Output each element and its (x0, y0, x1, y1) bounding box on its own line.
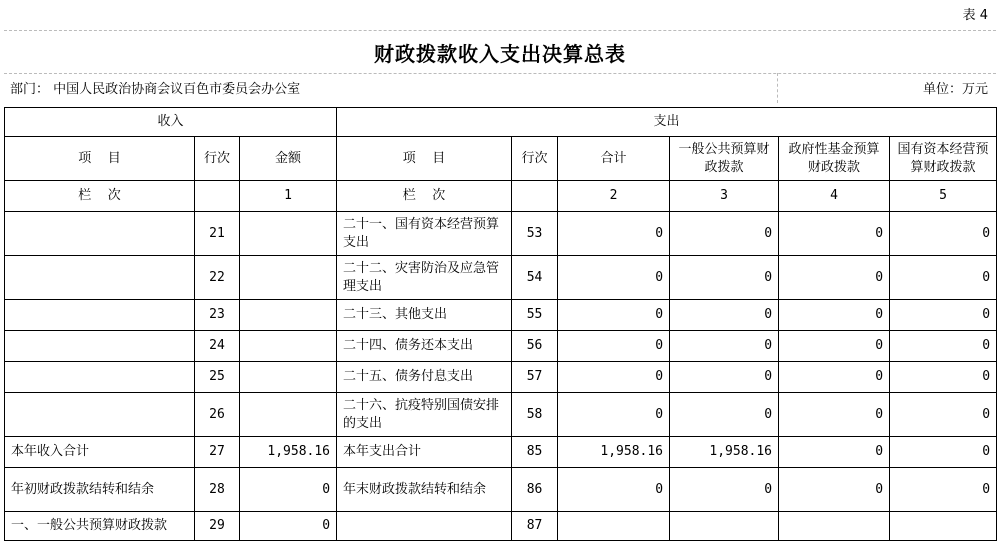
page-title: 财政拨款收入支出决算总表 (374, 42, 626, 66)
income-rowno-cell: 27 (195, 437, 240, 468)
table-row (5, 300, 997, 331)
budget-table (4, 107, 997, 541)
total-cell: 0 (558, 468, 670, 512)
expense-item-cell (337, 512, 512, 541)
income-rowno-cell: 22 (195, 256, 240, 300)
income-rowno-cell: 21 (195, 212, 240, 256)
expense-rowno-cell: 85 (512, 437, 558, 468)
expense-rowno-cell: 54 (512, 256, 558, 300)
expense-rowno-cell: 57 (512, 362, 558, 393)
income-rowno-cell: 26 (195, 393, 240, 437)
income-item-header: 项 目 (5, 137, 195, 181)
gov-fund-cell: 0 (779, 331, 890, 362)
col-label-expense: 栏 次 (337, 181, 512, 212)
gov-fund-cell: 0 (779, 393, 890, 437)
expense-rowno-cell: 86 (512, 468, 558, 512)
gov-fund-header: 政府性基金预算财政拨款 (779, 137, 890, 181)
income-amount-cell: 0 (240, 512, 337, 541)
income-item-cell (5, 300, 195, 331)
general-budget-cell: 0 (670, 300, 779, 331)
table-row (5, 468, 997, 512)
income-item-cell (5, 331, 195, 362)
gov-fund-cell: 0 (779, 362, 890, 393)
income-item-cell (5, 256, 195, 300)
gov-fund-cell: 0 (779, 300, 890, 331)
expense-item-header: 项 目 (337, 137, 512, 181)
expense-item-cell: 二十二、灾害防治及应急管理支出 (337, 256, 512, 300)
expense-item-cell: 本年支出合计 (337, 437, 512, 468)
col-empty (195, 181, 240, 212)
general-budget-cell (670, 512, 779, 541)
state-capital-cell: 0 (890, 300, 997, 331)
total-cell: 0 (558, 362, 670, 393)
income-item-cell (5, 362, 195, 393)
general-budget-cell: 0 (670, 393, 779, 437)
general-budget-cell: 0 (670, 212, 779, 256)
expense-item-cell: 二十三、其他支出 (337, 300, 512, 331)
col-index-5: 5 (890, 181, 997, 212)
income-item-cell (5, 393, 195, 437)
state-capital-cell: 0 (890, 393, 997, 437)
general-budget-header: 一般公共预算财政拨款 (670, 137, 779, 181)
income-rowno-cell: 28 (195, 468, 240, 512)
expense-item-cell: 年末财政拨款结转和结余 (337, 468, 512, 512)
expense-item-cell: 二十一、国有资本经营预算支出 (337, 212, 512, 256)
state-capital-cell: 0 (890, 437, 997, 468)
col-index-3: 3 (670, 181, 779, 212)
column-index-row (5, 181, 997, 212)
expense-rowno-cell: 55 (512, 300, 558, 331)
total-cell: 0 (558, 212, 670, 256)
department-label: 部门： 中国人民政治协商会议百色市委员会办公室 (10, 82, 301, 97)
unit-label: 单位：万元 (922, 82, 988, 97)
table-row (5, 512, 997, 541)
income-amount-cell (240, 331, 337, 362)
total-cell: 0 (558, 256, 670, 300)
table-row (5, 256, 997, 300)
income-item-cell: 本年收入合计 (5, 437, 195, 468)
total-cell (558, 512, 670, 541)
header-row-2 (5, 137, 997, 181)
table-row (5, 362, 997, 393)
col-empty (512, 181, 558, 212)
amount-header: 金额 (240, 137, 337, 181)
income-rowno-cell: 25 (195, 362, 240, 393)
table-row (5, 212, 997, 256)
general-budget-cell: 1,958.16 (670, 437, 779, 468)
expense-rowno-header: 行次 (512, 137, 558, 181)
table-row (5, 393, 997, 437)
state-capital-cell: 0 (890, 468, 997, 512)
col-label-income: 栏 次 (5, 181, 195, 212)
expense-header: 支出 (337, 108, 997, 137)
gov-fund-cell (779, 512, 890, 541)
income-amount-cell (240, 362, 337, 393)
expense-rowno-cell: 53 (512, 212, 558, 256)
income-rowno-header: 行次 (195, 137, 240, 181)
expense-rowno-cell: 58 (512, 393, 558, 437)
income-amount-cell: 0 (240, 468, 337, 512)
expense-rowno-cell: 56 (512, 331, 558, 362)
income-item-cell: 年初财政拨款结转和结余 (5, 468, 195, 512)
col-index-2: 2 (558, 181, 670, 212)
income-item-cell (5, 212, 195, 256)
state-capital-cell: 0 (890, 212, 997, 256)
gov-fund-cell: 0 (779, 468, 890, 512)
gov-fund-cell: 0 (779, 437, 890, 468)
income-header: 收入 (5, 108, 337, 137)
table-row (5, 331, 997, 362)
total-cell: 0 (558, 300, 670, 331)
gov-fund-cell: 0 (779, 212, 890, 256)
general-budget-cell: 0 (670, 256, 779, 300)
income-amount-cell (240, 300, 337, 331)
income-item-cell: 一、一般公共预算财政拨款 (5, 512, 195, 541)
unit-divider (777, 73, 778, 103)
income-amount-cell (240, 212, 337, 256)
state-capital-header: 国有资本经营预算财政拨款 (890, 137, 997, 181)
expense-item-cell: 二十五、债务付息支出 (337, 362, 512, 393)
state-capital-cell (890, 512, 997, 541)
income-amount-cell: 1,958.16 (240, 437, 337, 468)
general-budget-cell: 0 (670, 468, 779, 512)
total-cell: 0 (558, 331, 670, 362)
general-budget-cell: 0 (670, 362, 779, 393)
table-row (5, 437, 997, 468)
expense-rowno-cell: 87 (512, 512, 558, 541)
income-rowno-cell: 24 (195, 331, 240, 362)
total-header: 合计 (558, 137, 670, 181)
total-cell: 0 (558, 393, 670, 437)
income-amount-cell (240, 256, 337, 300)
general-budget-cell: 0 (670, 331, 779, 362)
expense-item-cell: 二十四、债务还本支出 (337, 331, 512, 362)
col-index-1: 1 (240, 181, 337, 212)
state-capital-cell: 0 (890, 362, 997, 393)
income-rowno-cell: 29 (195, 512, 240, 541)
income-amount-cell (240, 393, 337, 437)
title-bar (4, 30, 996, 74)
total-cell: 1,958.16 (558, 437, 670, 468)
expense-item-cell: 二十六、抗疫特别国债安排的支出 (337, 393, 512, 437)
state-capital-cell: 0 (890, 331, 997, 362)
header-row-1 (5, 108, 997, 137)
income-rowno-cell: 23 (195, 300, 240, 331)
table-number: 表 4 (962, 8, 988, 23)
state-capital-cell: 0 (890, 256, 997, 300)
col-index-4: 4 (779, 181, 890, 212)
gov-fund-cell: 0 (779, 256, 890, 300)
